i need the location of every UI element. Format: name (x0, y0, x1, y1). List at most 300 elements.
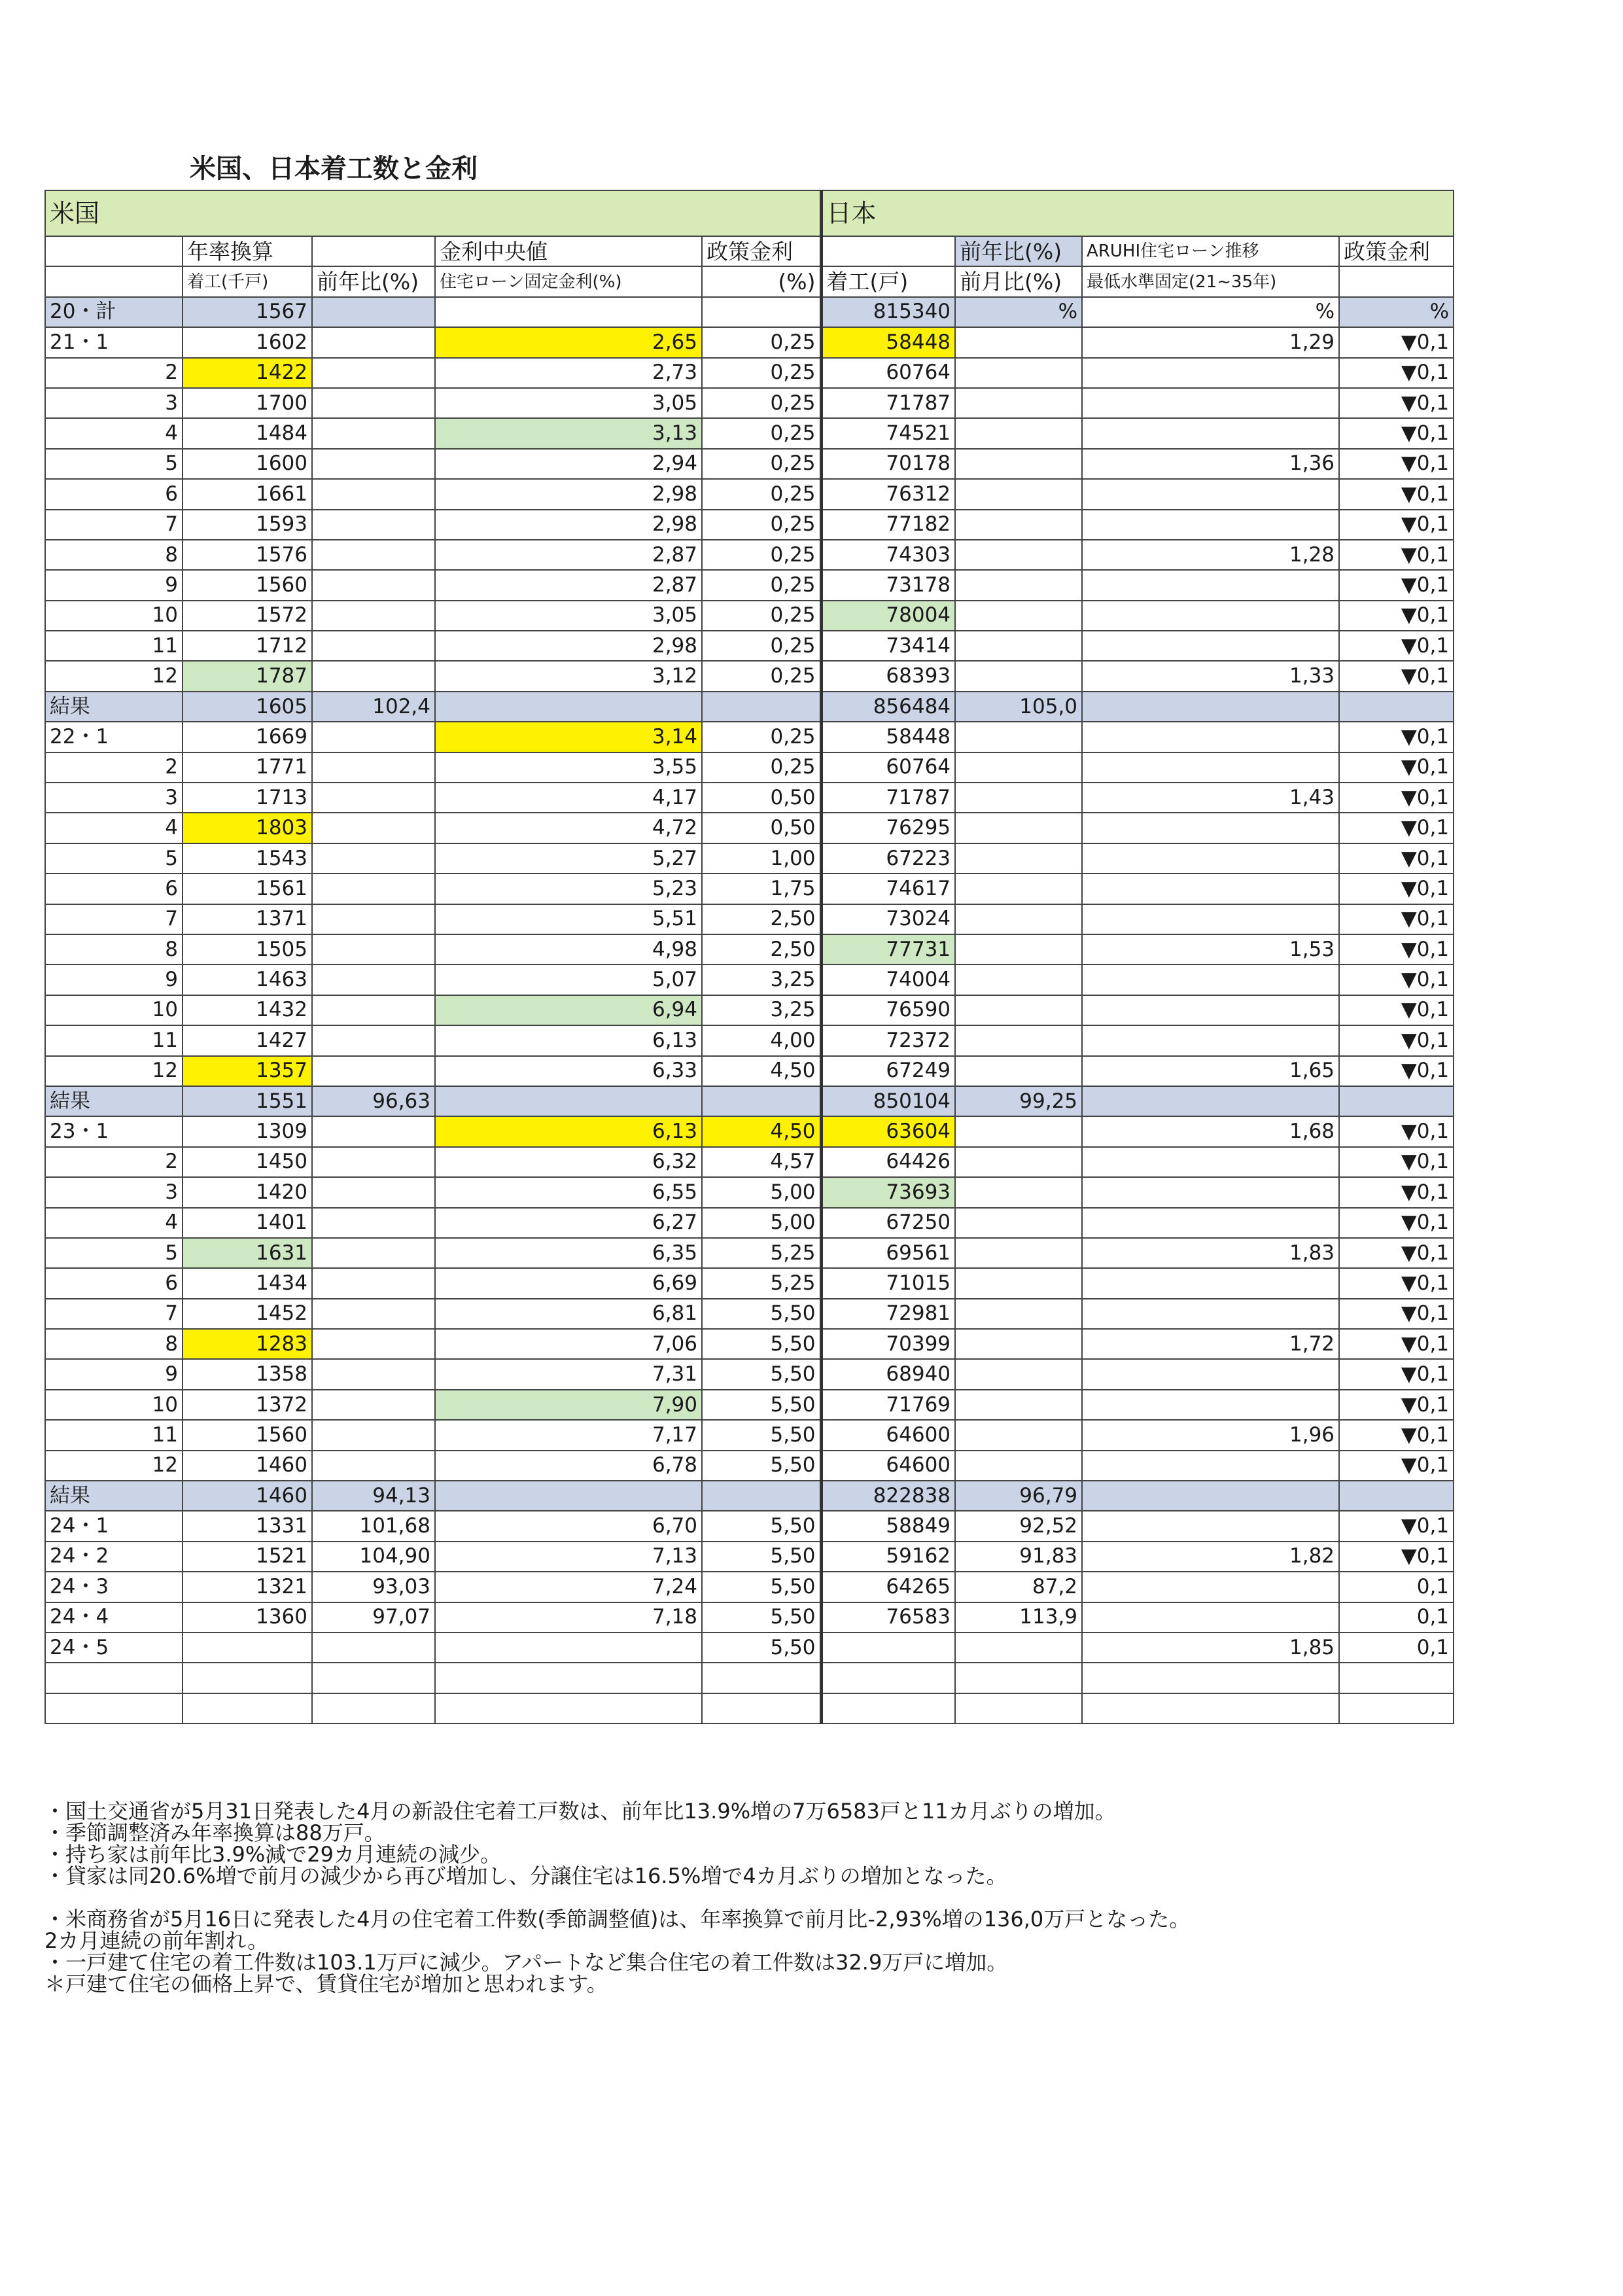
data-cell: 7,13 (435, 1542, 702, 1572)
data-cell: 94,13 (312, 1481, 435, 1511)
data-cell: 1,36 (1082, 449, 1339, 479)
table-row (45, 479, 1454, 509)
data-cell: 5,51 (435, 904, 702, 934)
data-cell: 1713 (183, 783, 312, 813)
data-cell: 1,28 (1082, 540, 1339, 570)
data-cell: 1560 (183, 1420, 312, 1450)
data-cell: 102,4 (312, 692, 435, 722)
data-cell (312, 388, 435, 418)
data-cell: 1,43 (1082, 783, 1339, 813)
data-cell: ▼0,1 (1339, 964, 1454, 995)
data-cell: ▼0,1 (1339, 1420, 1454, 1450)
data-cell: 6,27 (435, 1208, 702, 1238)
data-cell: 74303 (821, 540, 955, 570)
data-cell: 1,83 (1082, 1238, 1339, 1268)
table-row (45, 1329, 1454, 1359)
data-cell: 1283 (183, 1329, 312, 1359)
data-cell: 6,69 (435, 1268, 702, 1298)
data-cell: 6,70 (435, 1511, 702, 1541)
row-label: 11 (45, 1420, 183, 1450)
summary-row (45, 297, 1454, 327)
notes-section (44, 1801, 1190, 1995)
table-row (45, 1299, 1454, 1329)
data-cell: 74617 (821, 874, 955, 904)
data-cell: ▼0,1 (1339, 449, 1454, 479)
data-cell: 1463 (183, 964, 312, 995)
data-cell: 76312 (821, 479, 955, 509)
data-cell: ▼0,1 (1339, 358, 1454, 388)
data-cell: 1,29 (1082, 327, 1339, 357)
table-row (45, 327, 1454, 357)
data-cell: 2,87 (435, 570, 702, 600)
data-cell: 815340 (821, 297, 955, 327)
note-line: ・国土交通省が5月31日発表した4月の新設住宅着工戸数は、前年比13.9%増の7万6583戸と11カ月ぶりの増加。 (44, 1799, 1116, 1824)
data-cell: 0,1 (1339, 1602, 1454, 1633)
data-cell: 71787 (821, 388, 955, 418)
table-row (45, 1602, 1454, 1633)
data-cell: ▼0,1 (1339, 1268, 1454, 1298)
table-row (45, 418, 1454, 448)
data-cell (955, 358, 1082, 388)
data-cell: 1787 (183, 661, 312, 691)
data-cell: 1712 (183, 631, 312, 661)
data-cell (1082, 1359, 1339, 1389)
region-row (45, 190, 1454, 236)
data-cell: 4,00 (702, 1025, 821, 1055)
data-cell: 0,25 (702, 510, 821, 540)
data-cell (312, 904, 435, 934)
data-cell: 1450 (183, 1147, 312, 1177)
data-cell (435, 1481, 702, 1511)
data-cell: 1567 (183, 297, 312, 327)
data-cell (312, 964, 435, 995)
data-cell (702, 297, 821, 327)
table-row (45, 1238, 1454, 1268)
data-cell (435, 1663, 702, 1693)
data-cell (1082, 1390, 1339, 1420)
data-cell: 0,25 (702, 631, 821, 661)
table-row (45, 934, 1454, 964)
table-row (45, 1511, 1454, 1541)
data-cell (1339, 1481, 1454, 1511)
data-cell: 1460 (183, 1451, 312, 1481)
data-cell: 5,27 (435, 843, 702, 874)
table-row (45, 601, 1454, 631)
data-cell (1082, 358, 1339, 388)
data-cell: 4,17 (435, 783, 702, 813)
data-cell: ▼0,1 (1339, 479, 1454, 509)
data-cell (183, 1663, 312, 1693)
data-cell: 1771 (183, 752, 312, 783)
data-cell: 78004 (821, 601, 955, 631)
data-cell (312, 874, 435, 904)
data-cell: 70399 (821, 1329, 955, 1359)
data-cell: 76590 (821, 995, 955, 1025)
data-cell: 4,98 (435, 934, 702, 964)
data-cell (955, 1633, 1082, 1663)
data-cell (312, 1238, 435, 1268)
data-cell (312, 479, 435, 509)
data-cell: 64265 (821, 1572, 955, 1602)
data-cell (312, 1451, 435, 1481)
data-cell (821, 1633, 955, 1663)
data-cell (955, 479, 1082, 509)
row-label: 7 (45, 510, 183, 540)
table-row (45, 540, 1454, 570)
data-cell: 6,94 (435, 995, 702, 1025)
data-cell: 0,25 (702, 327, 821, 357)
data-cell (955, 934, 1082, 964)
data-cell: 64426 (821, 1147, 955, 1177)
data-cell: 96,63 (312, 1086, 435, 1116)
table-row (45, 995, 1454, 1025)
data-cell (955, 813, 1082, 843)
data-cell: 5,50 (702, 1329, 821, 1359)
data-cell (1082, 1572, 1339, 1602)
data-cell: 1452 (183, 1299, 312, 1329)
header-row1 (45, 236, 1454, 266)
data-cell (955, 1147, 1082, 1177)
data-cell: ▼0,1 (1339, 1542, 1454, 1572)
data-cell: 0,50 (702, 783, 821, 813)
data-cell: 70178 (821, 449, 955, 479)
data-cell (312, 601, 435, 631)
data-cell (312, 1633, 435, 1663)
data-cell (955, 874, 1082, 904)
data-cell (435, 1086, 702, 1116)
data-cell: 63604 (821, 1116, 955, 1146)
row-label: 10 (45, 601, 183, 631)
data-cell: 5,50 (702, 1359, 821, 1389)
table-row (45, 1025, 1454, 1055)
region-us: 米国 (45, 190, 821, 236)
data-cell: 5,00 (702, 1208, 821, 1238)
note-line: ＊戸建て住宅の価格上昇で、賃貸住宅が増加と思われます。 (44, 1971, 608, 1996)
data-cell: ▼0,1 (1339, 1208, 1454, 1238)
data-cell: 2,50 (702, 934, 821, 964)
data-cell (955, 570, 1082, 600)
data-cell: 1661 (183, 479, 312, 509)
data-cell (312, 1663, 435, 1693)
data-cell: 1669 (183, 722, 312, 752)
data-cell: 96,79 (955, 1481, 1082, 1511)
data-cell (955, 631, 1082, 661)
data-cell: ▼0,1 (1339, 1329, 1454, 1359)
data-cell: 1460 (183, 1481, 312, 1511)
data-cell (702, 1693, 821, 1723)
data-cell: 2,87 (435, 540, 702, 570)
data-cell: 7,90 (435, 1390, 702, 1420)
data-cell (955, 1420, 1082, 1450)
data-cell: 77182 (821, 510, 955, 540)
data-cell: 0,25 (702, 722, 821, 752)
data-cell: 73024 (821, 904, 955, 934)
row-label: 20・計 (45, 297, 183, 327)
data-cell (955, 601, 1082, 631)
table-row (45, 752, 1454, 783)
data-cell (955, 510, 1082, 540)
data-cell: 5,50 (702, 1299, 821, 1329)
data-cell (1082, 1299, 1339, 1329)
table-row (45, 843, 1454, 874)
row-label: 結果 (45, 692, 183, 722)
header-cell: 最低水準固定(21~35年) (1082, 266, 1339, 296)
row-label: 24・1 (45, 1511, 183, 1541)
data-cell: 1,75 (702, 874, 821, 904)
data-cell (312, 783, 435, 813)
note-line: ・米商務省が5月16日に発表した4月の住宅着工件数(季節調整値)は、年率換算で前月比-2,93%増の136,0万戸となった。 (44, 1907, 1191, 1932)
row-label: 10 (45, 1390, 183, 1420)
data-cell (955, 1663, 1082, 1693)
data-cell (312, 418, 435, 448)
row-label: 22・1 (45, 722, 183, 752)
data-cell: 5,25 (702, 1268, 821, 1298)
table-row (45, 510, 1454, 540)
data-cell: ▼0,1 (1339, 631, 1454, 661)
header-cell (45, 236, 183, 266)
data-cell: 58448 (821, 327, 955, 357)
data-cell: 5,50 (702, 1602, 821, 1633)
data-cell (1082, 752, 1339, 783)
region-jp: 日本 (821, 190, 1454, 236)
data-cell: 99,25 (955, 1086, 1082, 1116)
data-cell: 3,12 (435, 661, 702, 691)
data-cell: 69561 (821, 1238, 955, 1268)
data-cell (955, 540, 1082, 570)
data-cell (955, 1359, 1082, 1389)
row-label: 2 (45, 1147, 183, 1177)
data-cell (312, 1147, 435, 1177)
row-label: 5 (45, 449, 183, 479)
data-cell: 1605 (183, 692, 312, 722)
data-cell (821, 1693, 955, 1723)
data-cell: 87,2 (955, 1572, 1082, 1602)
data-cell: 68393 (821, 661, 955, 691)
summary-row (45, 1481, 1454, 1511)
data-cell: ▼0,1 (1339, 1359, 1454, 1389)
data-cell (312, 1025, 435, 1055)
data-cell: 1,00 (702, 843, 821, 874)
data-cell (1082, 418, 1339, 448)
data-cell: 3,55 (435, 752, 702, 783)
data-cell (821, 1663, 955, 1693)
data-cell: 4,50 (702, 1116, 821, 1146)
data-cell: 1,85 (1082, 1633, 1339, 1663)
data-cell: 1401 (183, 1208, 312, 1238)
table-row (45, 1390, 1454, 1420)
data-cell (312, 661, 435, 691)
table-row (45, 964, 1454, 995)
data-cell: 77731 (821, 934, 955, 964)
note-line: ・持ち家は前年比3.9%減で29カ月連続の減少。 (44, 1842, 502, 1867)
data-cell: ▼0,1 (1339, 904, 1454, 934)
row-label: 3 (45, 388, 183, 418)
table-row (45, 1177, 1454, 1207)
data-cell (955, 1329, 1082, 1359)
data-cell (312, 752, 435, 783)
data-cell: 101,68 (312, 1511, 435, 1541)
data-cell (435, 1633, 702, 1663)
housing-rate-table (44, 190, 1454, 1724)
data-cell (1082, 964, 1339, 995)
header-cell: 前月比(%) (955, 266, 1082, 296)
data-cell: 1357 (183, 1056, 312, 1086)
data-cell: 1700 (183, 388, 312, 418)
data-cell: 5,50 (702, 1511, 821, 1541)
data-cell (1082, 692, 1339, 722)
table-row (45, 1420, 1454, 1450)
header-cell (1339, 266, 1454, 296)
data-cell (955, 1268, 1082, 1298)
data-cell: % (1082, 297, 1339, 327)
row-label: 8 (45, 934, 183, 964)
data-cell (702, 692, 821, 722)
data-cell (1082, 1208, 1339, 1238)
data-cell: 1321 (183, 1572, 312, 1602)
data-cell: 856484 (821, 692, 955, 722)
data-cell (312, 327, 435, 357)
data-cell (312, 1056, 435, 1086)
data-cell: 71769 (821, 1390, 955, 1420)
data-cell (1082, 1268, 1339, 1298)
data-cell: 2,94 (435, 449, 702, 479)
header-cell: 金利中央値 (435, 236, 702, 266)
row-label: 5 (45, 1238, 183, 1268)
data-cell: 0,25 (702, 661, 821, 691)
data-cell (955, 1177, 1082, 1207)
table-row (45, 449, 1454, 479)
data-cell (1082, 601, 1339, 631)
header-row2 (45, 266, 1454, 296)
data-cell: 1600 (183, 449, 312, 479)
table-row (45, 631, 1454, 661)
data-cell: 6,81 (435, 1299, 702, 1329)
data-cell: 0,1 (1339, 1633, 1454, 1663)
data-cell (1082, 1693, 1339, 1723)
data-cell (312, 843, 435, 874)
row-label: 24・2 (45, 1542, 183, 1572)
table-row (45, 1663, 1454, 1693)
data-cell: 2,50 (702, 904, 821, 934)
table-row (45, 722, 1454, 752)
data-cell: 71787 (821, 783, 955, 813)
header-cell: 政策金利 (1339, 236, 1454, 266)
data-cell (1082, 813, 1339, 843)
header-cell: ARUHI住宅ローン推移 (1082, 236, 1339, 266)
data-cell: 2,98 (435, 479, 702, 509)
data-cell: % (1339, 297, 1454, 327)
data-cell: 5,23 (435, 874, 702, 904)
data-cell (1082, 1663, 1339, 1693)
data-cell (312, 1693, 435, 1723)
data-cell: 1434 (183, 1268, 312, 1298)
row-label: 4 (45, 418, 183, 448)
data-cell: ▼0,1 (1339, 327, 1454, 357)
data-cell (312, 631, 435, 661)
header-cell: 住宅ローン固定金利(%) (435, 266, 702, 296)
data-cell: 1,53 (1082, 934, 1339, 964)
data-cell: 74004 (821, 964, 955, 995)
table-row (45, 1208, 1454, 1238)
table-row (45, 1268, 1454, 1298)
row-label: 結果 (45, 1481, 183, 1511)
data-cell: 91,83 (955, 1542, 1082, 1572)
data-cell: ▼0,1 (1339, 388, 1454, 418)
row-label (45, 1693, 183, 1723)
data-cell (1082, 631, 1339, 661)
data-cell (955, 843, 1082, 874)
table-row (45, 813, 1454, 843)
data-cell: % (955, 297, 1082, 327)
row-label: 2 (45, 752, 183, 783)
data-cell: 5,50 (702, 1633, 821, 1663)
data-cell: 60764 (821, 752, 955, 783)
header-cell: 前年比(%) (312, 266, 435, 296)
data-cell (955, 1451, 1082, 1481)
table-row (45, 1451, 1454, 1481)
data-cell (1339, 1663, 1454, 1693)
header-cell: 前年比(%) (955, 236, 1082, 266)
row-label: 2 (45, 358, 183, 388)
data-cell (1082, 479, 1339, 509)
data-cell (1082, 570, 1339, 600)
data-cell (955, 1056, 1082, 1086)
data-cell (312, 813, 435, 843)
row-label: 6 (45, 479, 183, 509)
data-cell: ▼0,1 (1339, 1238, 1454, 1268)
data-cell: 71015 (821, 1268, 955, 1298)
data-cell (312, 540, 435, 570)
table-row (45, 1147, 1454, 1177)
row-label: 8 (45, 540, 183, 570)
note-line: ・一戸建て住宅の着工件数は103.1万戸に減少。アパートなど集合住宅の着工件数は32.9万戸に増加。 (44, 1950, 1008, 1975)
data-cell (312, 1116, 435, 1146)
data-cell (1082, 1451, 1339, 1481)
table-row (45, 783, 1454, 813)
data-cell: 105,0 (955, 692, 1082, 722)
row-label: 23・1 (45, 1116, 183, 1146)
header-cell (821, 236, 955, 266)
data-cell: 1,72 (1082, 1329, 1339, 1359)
table-row (45, 570, 1454, 600)
data-cell: ▼0,1 (1339, 1116, 1454, 1146)
data-cell: 6,33 (435, 1056, 702, 1086)
data-cell: ▼0,1 (1339, 510, 1454, 540)
data-cell: ▼0,1 (1339, 1390, 1454, 1420)
data-cell (1082, 1602, 1339, 1633)
row-label: 8 (45, 1329, 183, 1359)
data-cell (312, 1420, 435, 1450)
note-line: ・季節調整済み年率換算は88万戸。 (44, 1820, 385, 1845)
data-cell: 5,00 (702, 1177, 821, 1207)
data-cell (183, 1693, 312, 1723)
data-cell (955, 722, 1082, 752)
data-cell: 7,06 (435, 1329, 702, 1359)
note-gap (44, 1887, 1190, 1909)
table-row (45, 358, 1454, 388)
data-cell: 76583 (821, 1602, 955, 1633)
header-cell: 着工(戸) (821, 266, 955, 296)
data-cell (1082, 995, 1339, 1025)
data-cell: 0,1 (1339, 1572, 1454, 1602)
data-cell: 73414 (821, 631, 955, 661)
data-cell: 1803 (183, 813, 312, 843)
data-cell: 67249 (821, 1056, 955, 1086)
data-cell: 104,90 (312, 1542, 435, 1572)
data-cell: 74521 (821, 418, 955, 448)
data-cell (955, 449, 1082, 479)
header-cell: (%) (702, 266, 821, 296)
